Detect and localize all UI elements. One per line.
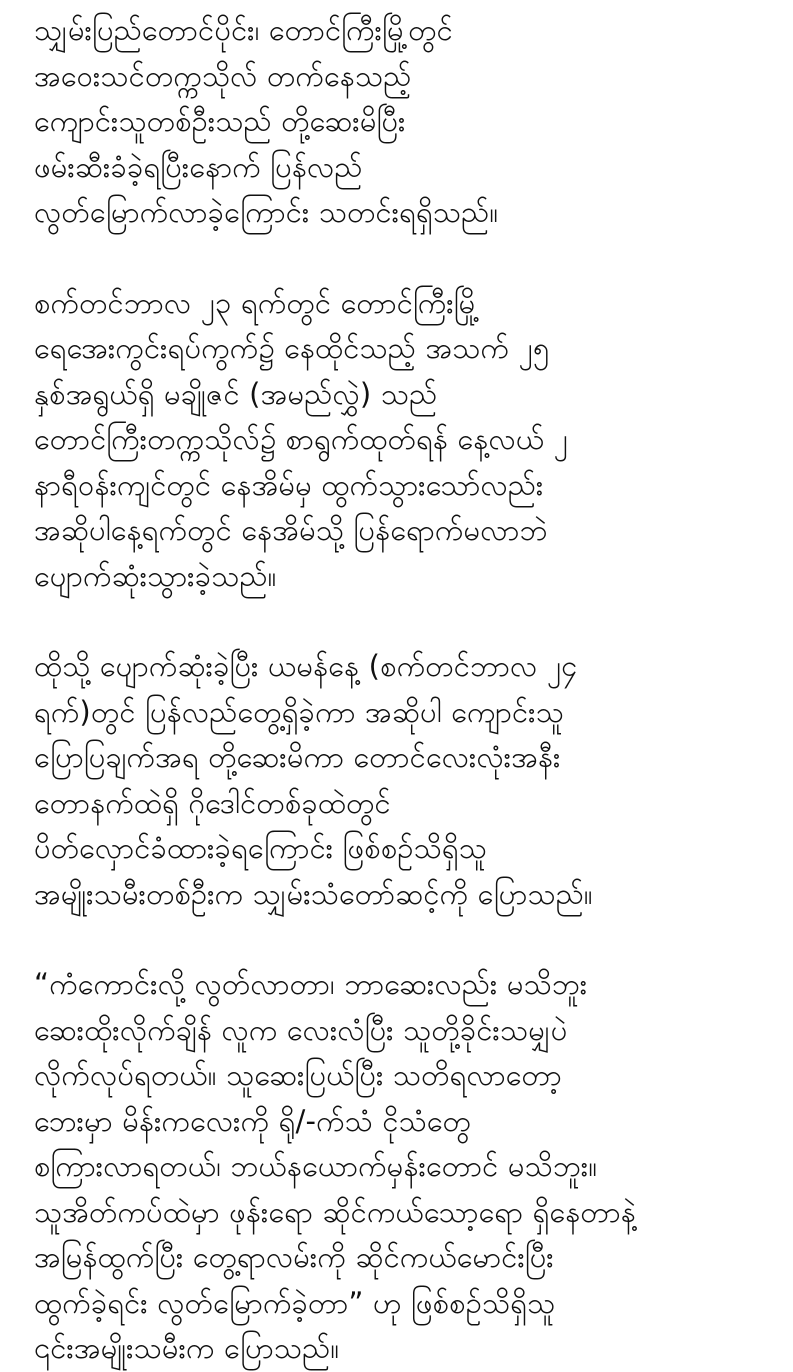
- text-line: ပိတ်လှောင်ခံထားခဲ့ရကြောင်း ဖြစ်စဉ်သိရှိသူ: [34, 831, 487, 865]
- text-line: နှစ်အရွယ်ရှိ မချိုဇင် (အမည်လွှဲ) သည်: [34, 376, 438, 411]
- text-line: လိုက်လုပ်ရတယ်။ သူဆေးပြယ်ပြီး သတိရလာတော့: [34, 1058, 562, 1092]
- text-line: သူအိတ်ကပ်ထဲမှာ ဖုန်းရော ဆိုင်ကယ်သော့ရော ရှိနေတာနဲ့: [34, 1194, 636, 1229]
- text-line: လွတ်မြောက်လာခဲ့ကြောင်း သတင်းရရှိသည်။: [34, 195, 499, 229]
- text-line: ကျောင်းသူတစ်ဦးသည် တို့ဆေးမိပြီး: [34, 104, 406, 138]
- text-line: ဖမ်းဆီးခံခဲ့ရပြီးနောက် ပြန်လည်: [34, 149, 363, 184]
- text-line: အဝေးသင်တက္ကသိုလ် တက်နေသည့်: [34, 58, 412, 93]
- text-line: အမျိုးသမီးတစ်ဦးက သျှမ်းသံတော်ဆင့်ကို ပြောသည်။: [34, 876, 593, 911]
- text-line: ဘေးမှာ မိန်းကလေးကို ရို/-က်သံ ငိုသံတွေ: [34, 1103, 472, 1138]
- text-line: ရေအေးကွင်းရပ်ကွက်၌ နေထိုင်သည့် အသက် ၂၅: [34, 331, 550, 365]
- text-line: ပျောက်ဆုံးသွားခဲ့သည်။: [34, 558, 277, 593]
- text-line: ပြောပြချက်အရ တို့ဆေးမိကာ တောင်လေးလုံးအနီး: [34, 740, 561, 774]
- paragraph-spacer: [34, 236, 773, 281]
- text-line: ရက်)တွင် ပြန်လည်တွေ့ရှိခဲ့ကာ အဆိုပါ ကျောင်းသူ: [34, 694, 564, 729]
- paragraph-4-quote: [34, 962, 773, 1372]
- text-line: “ကံကောင်းလို့ လွတ်လာတာ၊ ဘာဆေးလည်း မသိဘူး: [34, 967, 588, 1001]
- text-line: နာရီဝန်းကျင်တွင် နေအိမ်မှ ထွက်သွားသော်လည်း: [34, 467, 544, 502]
- text-line: ၎င်းအမျိုးသမီးက ပြောသည်။: [34, 1331, 340, 1365]
- text-line: အဆိုပါနေ့ရက်တွင် နေအိမ်သို့ ပြန်ရောက်မလာဘဲ: [34, 513, 548, 547]
- text-line: အမြန်ထွက်ပြီး တွေ့ရာလမ်းကို ဆိုင်ကယ်မောင်းပြီး: [34, 1240, 554, 1274]
- text-line: ဆေးထိုးလိုက်ချိန် လူက လေးလံပြီး သူတို့ခိုင်းသမျှပဲ: [34, 1012, 568, 1047]
- text-line: သျှမ်းပြည်တောင်ပိုင်း၊ တောင်ကြီးမြို့တွင်: [34, 13, 453, 47]
- text-line: တောင်ကြီးတက္ကသိုလ်၌ စာရွက်ထုတ်ရန် နေ့လယ် ၂: [34, 422, 569, 456]
- paragraph-3: [34, 644, 773, 917]
- text-line: စက်တင်ဘာလ ၂၃ ရက်တွင် တောင်ကြီးမြို့: [34, 285, 480, 320]
- text-line: ထွက်ခဲ့ရင်း လွတ်မြောက်ခဲ့တာ” ဟု ဖြစ်စဉ်သိရှိသူ: [34, 1285, 556, 1320]
- paragraph-spacer: [34, 599, 773, 644]
- paragraph-spacer: [34, 917, 773, 962]
- paragraph-1: [34, 8, 773, 236]
- text-line: တောနက်ထဲရှိ ဂိုဒေါင်တစ်ခုထဲတွင်: [34, 785, 391, 820]
- paragraph-2: [34, 281, 773, 600]
- text-line: စကြားလာရတယ်၊ ဘယ်နယောက်မှန်းတောင် မသိဘူး။: [34, 1149, 598, 1183]
- text-line: ထိုသို့ ပျောက်ဆုံးခဲ့ပြီး ယမန်နေ့ (စက်တင်ဘာလ ၂၄: [34, 649, 578, 683]
